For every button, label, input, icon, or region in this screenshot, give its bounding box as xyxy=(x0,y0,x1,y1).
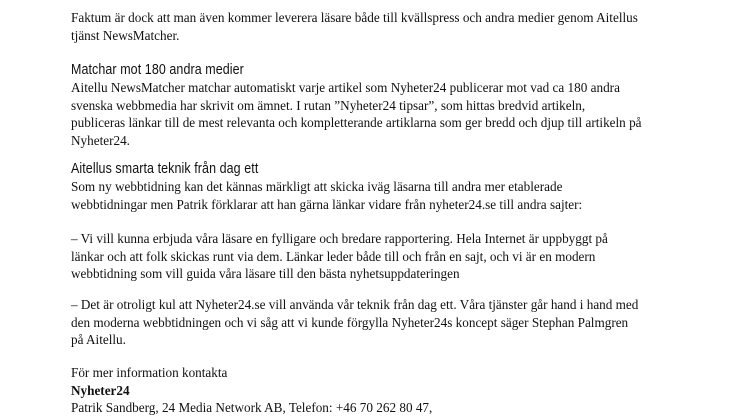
section-heading-teknik: Aitellus smarta teknik från dag ett xyxy=(71,161,259,177)
contact-company: Nyheter24 xyxy=(71,382,130,398)
section-heading-matchar: Matchar mot 180 andra medier xyxy=(71,62,244,78)
section-paragraph-webbtidning: Som ny webbtidning kan det kännas märkligt att skicka iväg läsarna till andra mer etablerade webbtidningar men Patrik förklarar att han gärna länkar vidare från nyheter24.se till andra sajter: xyxy=(71,179,583,212)
contact-person: Patrik Sandberg, 24 Media Network AB, Telefon: +46 70 262 80 47, xyxy=(71,400,433,416)
contact-block xyxy=(71,364,432,417)
intro-paragraph: Faktum är dock att man även kommer leverera läsare både till kvällspress och andra medier genom Aitellus tjänst NewsMatcher. xyxy=(71,10,638,43)
quote-paragraph-patrik: – Vi vill kunna erbjuda våra läsare en fylligare och bredare rapportering. Hela Internet är uppbyggt på länkar och att folk skickas runt via dem. Länkar leder både till och från en sajt, och vi är en modern webbtidning som vill guida våra läsare till den bästa nyhetsuppdateringen xyxy=(71,231,608,282)
contact-intro: För mer information kontakta xyxy=(71,365,228,380)
quote-paragraph-stephan: – Det är otroligt kul att Nyheter24.se vill använda vår teknik från dag ett. Våra tjänster går hand i hand med den moderna webbtidningen och vi såg att vi kunde förgylla Nyheter24s koncept säger Stephan Palmgren på Aitellu. xyxy=(71,297,639,348)
section-paragraph-newsmatcher: Aitellu NewsMatcher matchar automatiskt varje artikel som Nyheter24 publicerar mot vad ca 180 andra svenska webbmedia har skrivit om ämnet. I rutan ”Nyheter24 tipsar”, som hittas bredvid artikeln, publiceras länkar till de mest relevanta och kompletterande artiklarna som ger bredd och djup till artikeln på Nyheter24. xyxy=(71,80,642,148)
